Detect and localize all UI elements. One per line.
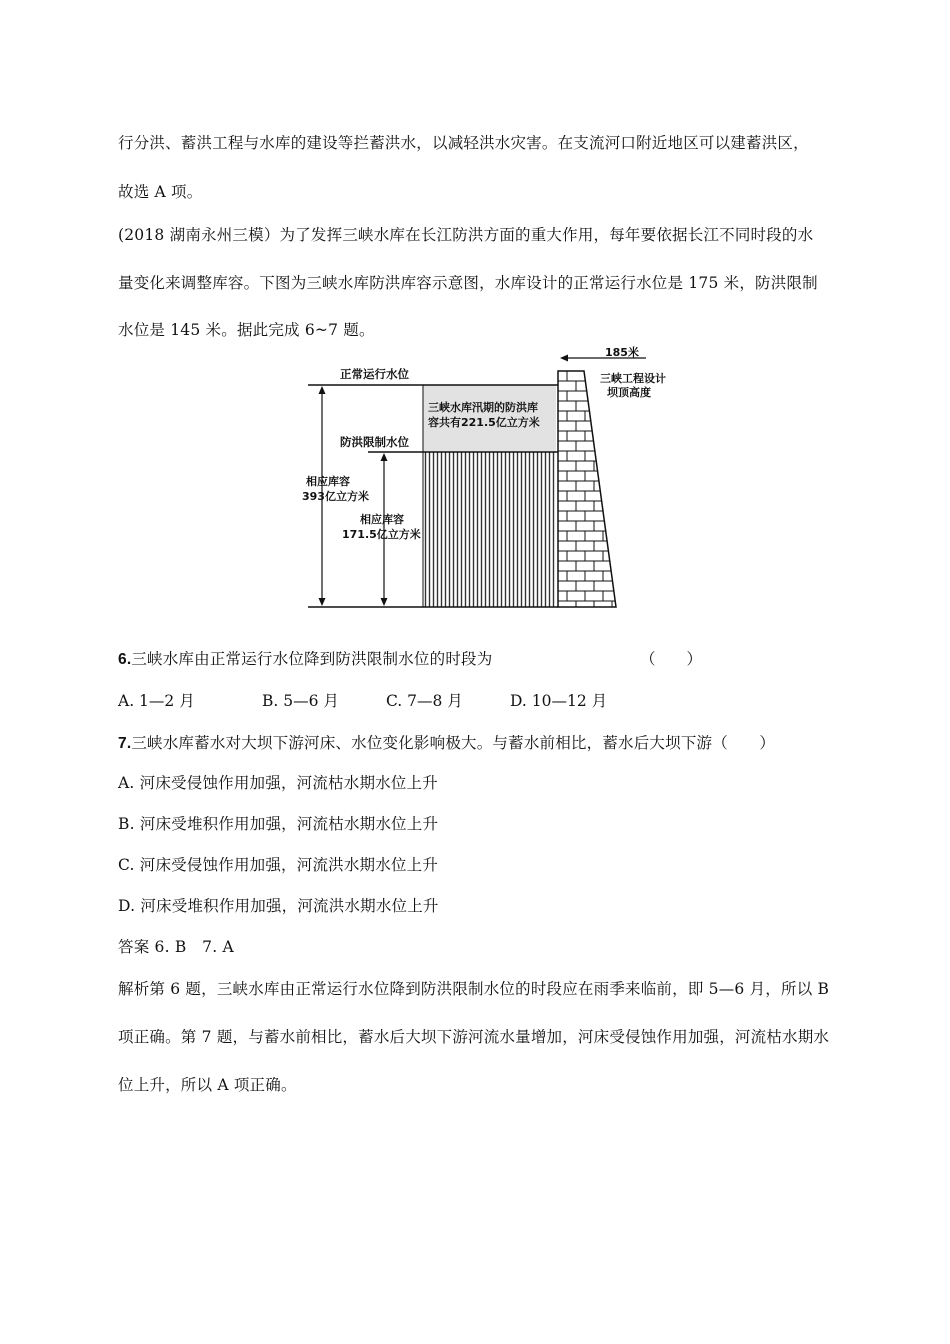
analysis-line-3: 位上升，所以 A 项正确。 [118,1076,297,1094]
flood-capacity-line1: 三峡水库汛期的防洪库 [428,401,538,414]
reservoir-capacity-diagram [300,345,670,615]
q7-option-a: A. 河床受侵蚀作用加强，河流枯水期水位上升 [118,774,438,792]
intro-line-1: 行分洪、蓄洪工程与水库的建设等拦蓄洪水，以减轻洪水灾害。在支流河口附近地区可以建蓄洪区， [118,134,809,152]
q7-option-c: C. 河床受侵蚀作用加强，河流洪水期水位上升 [118,856,439,874]
lower-capacity-region [423,452,556,607]
question-6-number: 6. [118,651,132,668]
q7-option-b: B. 河床受堆积作用加强，河流枯水期水位上升 [118,815,439,833]
dam-label-line1: 三峡工程设计 [600,372,666,385]
intro-line-3: (2018 湖南永州三模）为了发挥三峡水库在长江防洪方面的重大作用，每年要依据长江不同时段的水 [118,226,814,244]
intro-line-2: 故选 A 项。 [118,183,203,201]
flood-capacity-line2: 容共有221.5亿立方米 [428,416,540,429]
total-capacity-line1: 相应库容 [306,475,350,488]
question-6 [118,647,492,669]
intro-line-5: 水位是 145 米。据此完成 6~7 题。 [118,321,375,339]
normal-level-label: 正常运行水位 [340,367,409,381]
question-7 [118,731,775,753]
lower-capacity-line2: 171.5亿立方米 [342,528,421,541]
q6-option-a: A. 1—2 月 [118,692,195,710]
question-6-text: 三峡水库由正常运行水位降到防洪限制水位的时段为 [131,650,493,668]
analysis-line-1: 解析第 6 题，三峡水库由正常运行水位降到防洪限制水位的时段应在雨季来临前，即 5—6 月，所以 B [118,980,830,998]
intro-line-4: 量变化来调整库容。下图为三峡水库防洪库容示意图，水库设计的正常运行水位是 175 米，防洪限制 [118,274,818,292]
lower-capacity-line1: 相应库容 [360,513,404,526]
answer: 答案 6. B 7. A [118,938,234,956]
flood-limit-label: 防洪限制水位 [340,435,409,449]
q6-option-d: D. 10—12 月 [510,692,608,710]
analysis-line-2: 项正确。第 7 题，与蓄水前相比，蓄水后大坝下游河流水量增加，河床受侵蚀作用加强，河流枯水期水 [118,1028,830,1046]
dam-label-line2: 坝顶高度 [607,386,651,399]
q6-option-c: C. 7—8 月 [386,692,463,710]
total-capacity-line2: 393亿立方米 [302,490,369,503]
question-7-text: 三峡水库蓄水对大坝下游河床、水位变化影响极大。与蓄水前相比，蓄水后大坝下游（ ） [131,734,776,752]
crest-height-label: 185米 [605,346,639,359]
question-6-bracket: （ ） [640,650,703,668]
q6-option-b: B. 5—6 月 [262,692,339,710]
q7-option-d: D. 河床受堆积作用加强，河流洪水期水位上升 [118,897,439,915]
question-7-number: 7. [118,735,132,752]
